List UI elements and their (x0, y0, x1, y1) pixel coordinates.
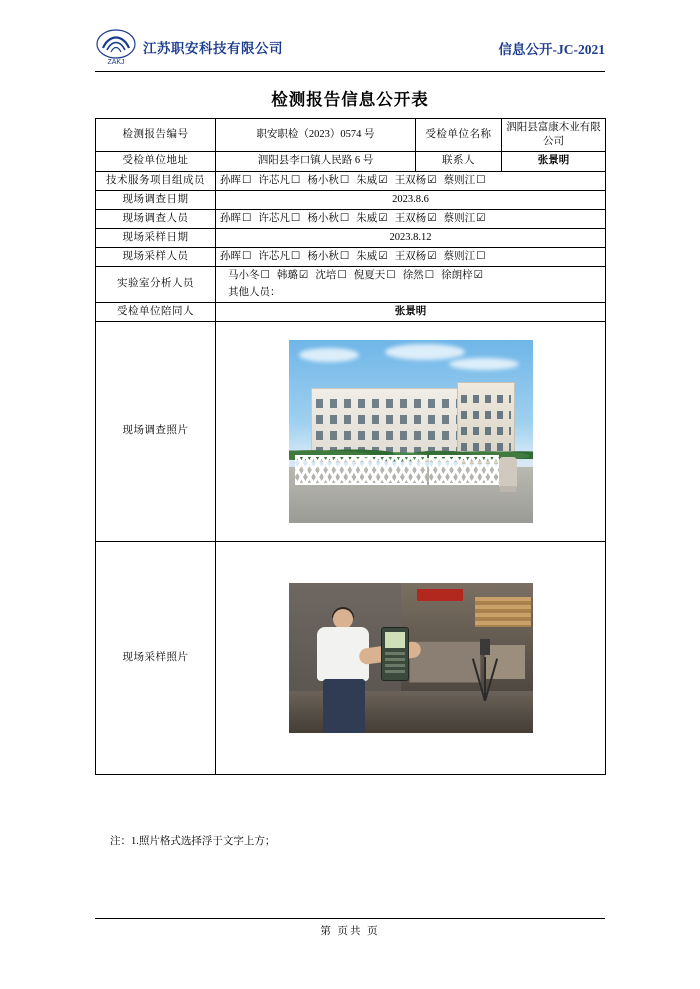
document-code: 信息公开-JC-2021 (498, 42, 605, 57)
address-label: 受检单位地址 (96, 152, 216, 171)
checkbox-unchecked-icon[interactable]: ☐ (476, 251, 486, 263)
table-row (96, 229, 606, 248)
staff-name: 杨小秋 (307, 251, 339, 263)
survey-staff-cell (216, 209, 606, 228)
zakj-logo-icon (95, 28, 137, 66)
staff-name: 王双杨 (394, 174, 427, 186)
table-row (96, 171, 606, 190)
staff-checkbox-item[interactable] (228, 269, 270, 283)
sampling-date-label: 现场采样日期 (96, 229, 216, 248)
sampling-photo-label: 现场采样照片 (96, 541, 216, 774)
checkbox-checked-icon[interactable]: ☑ (378, 174, 388, 186)
staff-checkbox-item[interactable] (356, 212, 387, 226)
staff-checkbox-item[interactable] (307, 212, 349, 226)
stone-lion (499, 457, 517, 487)
checkbox-unchecked-icon[interactable]: ☐ (339, 251, 350, 263)
checkbox-unchecked-icon[interactable]: ☐ (290, 212, 301, 224)
staff-checkbox-item[interactable] (395, 212, 437, 226)
checkbox-unchecked-icon[interactable]: ☐ (242, 251, 252, 263)
svg-text:ZAKJ: ZAKJ (107, 59, 125, 66)
sampling-date-value: 2023.8.12 (216, 229, 606, 248)
staff-name: 蔡则江 (443, 251, 476, 263)
checkbox-checked-icon[interactable]: ☑ (427, 212, 437, 224)
checkbox-checked-icon[interactable]: ☑ (473, 270, 484, 282)
table-row (96, 119, 606, 152)
table-row (96, 321, 606, 541)
checkbox-unchecked-icon[interactable]: ☐ (260, 270, 270, 282)
document-header (95, 28, 605, 70)
footnote: 注：1.照片格式选择浮于文字上方； (110, 836, 276, 847)
staff-checkbox-item[interactable] (444, 212, 486, 226)
staff-name: 蔡则江 (443, 212, 476, 224)
checkbox-checked-icon[interactable]: ☑ (298, 270, 309, 282)
staff-name: 许芯凡 (258, 251, 290, 263)
lab-other-label: 其他人员： (228, 286, 281, 298)
staff-name: 王双杨 (394, 212, 427, 224)
staff-checkbox-item[interactable] (403, 269, 434, 283)
table-row (96, 190, 606, 209)
staff-name: 许芯凡 (258, 174, 290, 186)
checkbox-unchecked-icon[interactable]: ☐ (242, 174, 252, 186)
lab-staff-label: 实验室分析人员 (96, 267, 216, 302)
table-row (96, 152, 606, 171)
checkbox-unchecked-icon[interactable]: ☐ (476, 174, 486, 186)
timber-stack (475, 597, 531, 627)
staff-name: 蔡则江 (443, 174, 476, 186)
staff-name: 朱威 (356, 212, 378, 224)
staff-name: 徐然 (402, 270, 424, 282)
report-info-table (95, 118, 606, 775)
lab-staff-cell (216, 267, 606, 302)
checkbox-unchecked-icon[interactable]: ☐ (337, 270, 347, 282)
survey-date-label: 现场调查日期 (96, 190, 216, 209)
staff-name: 杨小秋 (307, 212, 339, 224)
checkbox-checked-icon[interactable]: ☑ (427, 174, 437, 186)
checkbox-unchecked-icon[interactable]: ☐ (290, 174, 301, 186)
checkbox-checked-icon[interactable]: ☑ (427, 251, 437, 263)
table-row (96, 209, 606, 228)
footer-divider (95, 918, 605, 919)
team-members-cell (216, 171, 606, 190)
sampling-staff-cell (216, 248, 606, 267)
staff-name: 韩璐 (276, 270, 298, 282)
staff-name: 王双杨 (394, 251, 427, 263)
table-row (96, 267, 606, 302)
staff-checkbox-item[interactable] (258, 212, 300, 226)
staff-name: 孙晖 (220, 174, 241, 186)
factory-gate-left (295, 455, 427, 485)
table-row (96, 541, 606, 774)
staff-checkbox-item[interactable] (354, 269, 396, 283)
staff-checkbox-item[interactable] (258, 250, 300, 264)
checkbox-checked-icon[interactable]: ☑ (476, 212, 486, 224)
sampling-staff-label: 现场采样人员 (96, 248, 216, 267)
staff-checkbox-item[interactable] (395, 250, 437, 264)
staff-checkbox-item[interactable] (356, 174, 387, 188)
staff-name: 倪夏天 (353, 270, 386, 282)
table-row (96, 302, 606, 321)
checkbox-unchecked-icon[interactable]: ☐ (386, 270, 396, 282)
staff-name: 许芯凡 (258, 212, 290, 224)
report-no-label: 检测报告编号 (96, 119, 216, 152)
survey-photo-cell (216, 321, 606, 541)
survey-staff-label: 现场调查人员 (96, 209, 216, 228)
survey-photo-label: 现场调查照片 (96, 321, 216, 541)
survey-photo-image (289, 340, 533, 523)
lab-staff-list (220, 269, 601, 283)
staff-name: 沈培 (315, 270, 337, 282)
staff-checkbox-item[interactable] (307, 250, 349, 264)
staff-name: 杨小秋 (307, 174, 339, 186)
sampling-photo-image (289, 583, 533, 733)
checkbox-unchecked-icon[interactable]: ☐ (339, 174, 350, 186)
accompany-label: 受检单位陪同人 (96, 302, 216, 321)
contact-label: 联系人 (416, 152, 502, 171)
staff-checkbox-item[interactable] (356, 250, 387, 264)
team-label: 技术服务项目组成员 (96, 171, 216, 190)
company-logo (95, 28, 283, 66)
sound-level-meter (381, 627, 409, 681)
sampling-technician (311, 609, 375, 733)
staff-checkbox-item[interactable] (307, 174, 349, 188)
accompany-value: 张景明 (216, 302, 606, 321)
sampling-tripod (465, 639, 505, 701)
staff-checkbox-item[interactable] (220, 174, 251, 188)
staff-name: 孙晖 (220, 212, 241, 224)
company-name: 江苏职安科技有限公司 (143, 41, 283, 56)
sampling-photo-cell (216, 541, 606, 774)
checkbox-checked-icon[interactable]: ☑ (378, 212, 388, 224)
staff-checkbox-item[interactable] (220, 212, 251, 226)
contact-value: 张景明 (502, 152, 606, 171)
inspected-unit-value: 泗阳县富康木业有限公司 (502, 119, 606, 152)
factory-gate-right (429, 455, 499, 485)
staff-checkbox-item[interactable] (277, 269, 308, 283)
header-divider (95, 71, 605, 72)
staff-name: 朱威 (356, 174, 378, 186)
checkbox-unchecked-icon[interactable]: ☐ (290, 251, 301, 263)
staff-name: 马小冬 (228, 270, 260, 282)
staff-checkbox-item[interactable] (441, 269, 483, 283)
staff-checkbox-item[interactable] (258, 174, 300, 188)
checkbox-unchecked-icon[interactable]: ☐ (339, 212, 350, 224)
checkbox-unchecked-icon[interactable]: ☐ (424, 270, 435, 282)
staff-checkbox-item[interactable] (395, 174, 437, 188)
staff-name: 孙晖 (220, 251, 241, 263)
address-value: 泗阳县李口镇人民路 6 号 (216, 152, 416, 171)
red-sign (417, 589, 463, 601)
inspected-unit-label: 受检单位名称 (416, 119, 502, 152)
survey-date-value: 2023.8.6 (216, 190, 606, 209)
staff-checkbox-item[interactable] (444, 250, 486, 264)
staff-checkbox-item[interactable] (315, 269, 346, 283)
staff-checkbox-item[interactable] (444, 174, 486, 188)
page-number: 第 页共 页 (320, 926, 380, 937)
staff-name: 徐朗梓 (441, 270, 473, 282)
staff-name: 朱威 (356, 251, 378, 263)
staff-checkbox-item[interactable] (220, 250, 251, 264)
page-title: 检测报告信息公开表 (271, 90, 429, 109)
checkbox-unchecked-icon[interactable]: ☐ (242, 212, 252, 224)
report-no-value: 职安职检（2023）0574 号 (216, 119, 416, 152)
table-row (96, 248, 606, 267)
checkbox-checked-icon[interactable]: ☑ (378, 251, 388, 263)
